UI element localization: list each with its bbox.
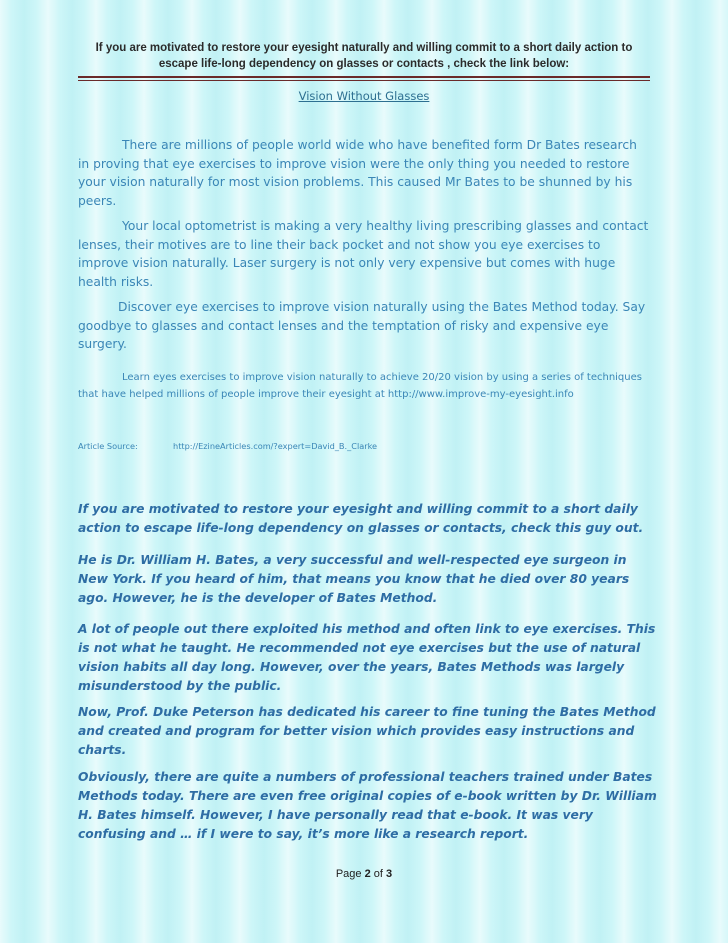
- promo-paragraph-2: He is Dr. William H. Bates, a very successful and well-respected eye surgeon in New York. If you heard of him, that means you know that he died over 80 years ago. However, he is the developer of Bates Method.: [78, 553, 630, 605]
- header-line-2: escape life-long dependency on glasses or contacts , check the link below:: [158, 58, 570, 70]
- current-page: 2: [364, 868, 371, 880]
- article-source-label: Article Source:: [78, 441, 138, 451]
- page-number: [0, 868, 728, 880]
- of-word: of: [373, 868, 383, 880]
- article-paragraph-1: There are millions of people world wide who have benefited form Dr Bates research in proving that eye exercises to improve vision were the only thing you needed to restore your vision naturally for most vision problems. This caused Mr Bates to be shunned by his peers.: [78, 138, 637, 209]
- header-notice: [78, 40, 650, 72]
- vision-without-glasses-link[interactable]: Vision Without Glasses: [298, 89, 430, 103]
- article-paragraph-4: Learn eyes exercises to improve vision naturally to achieve 20/20 vision by using a series of techniques that have helped millions of people improve their eyesight at http://www.improve-my-eyesight.info: [78, 372, 642, 400]
- article-source-url[interactable]: http://EzineArticles.com/?expert=David_B._Clarke: [173, 441, 378, 451]
- article-source: [78, 441, 650, 451]
- header-rule-thin: [78, 80, 650, 81]
- header-rule-thick: [78, 76, 650, 78]
- article-paragraph-2: Your local optometrist is making a very healthy living prescribing glasses and contact lenses, their motives are to line their back pocket and not show you eye exercises to improve vision naturally. Laser surgery is not only very expensive but comes with huge health risks.: [78, 219, 649, 290]
- article-paragraph-3: Discover eye exercises to improve vision naturally using the Bates Method today. Say goodbye to glasses and contact lenses and the temptation of risky and expensive eye surgery.: [78, 300, 646, 352]
- promo-paragraph-4: Now, Prof. Duke Peterson has dedicated his career to fine tuning the Bates Method and created and program for better vision which provides easy instructions and charts.: [78, 705, 656, 757]
- header-line-1: If you are motivated to restore your eyesight naturally and willing commit to a short daily action to: [95, 42, 633, 54]
- promo-paragraph-3: A lot of people out there exploited his method and often link to eye exercises. This is not what he taught. He recommended not eye exercises but the use of natural vision habits all day long. However, over the years, Bates Methods was largely misunderstood by the public.: [78, 622, 656, 693]
- total-pages: 3: [386, 868, 393, 880]
- page-word: Page: [335, 868, 362, 880]
- promo-paragraph-5: Obviously, there are quite a numbers of professional teachers trained under Bates Methods today. There are even free original copies of e-book written by Dr. William H. Bates himself. However, I have personally read that e-book. It was very confusing and … if I were to say, it’s more like a research report.: [78, 770, 657, 841]
- promo-paragraph-1: If you are motivated to restore your eyesight and willing commit to a short daily action to escape life-long dependency on glasses or contacts, check this guy out.: [78, 502, 644, 535]
